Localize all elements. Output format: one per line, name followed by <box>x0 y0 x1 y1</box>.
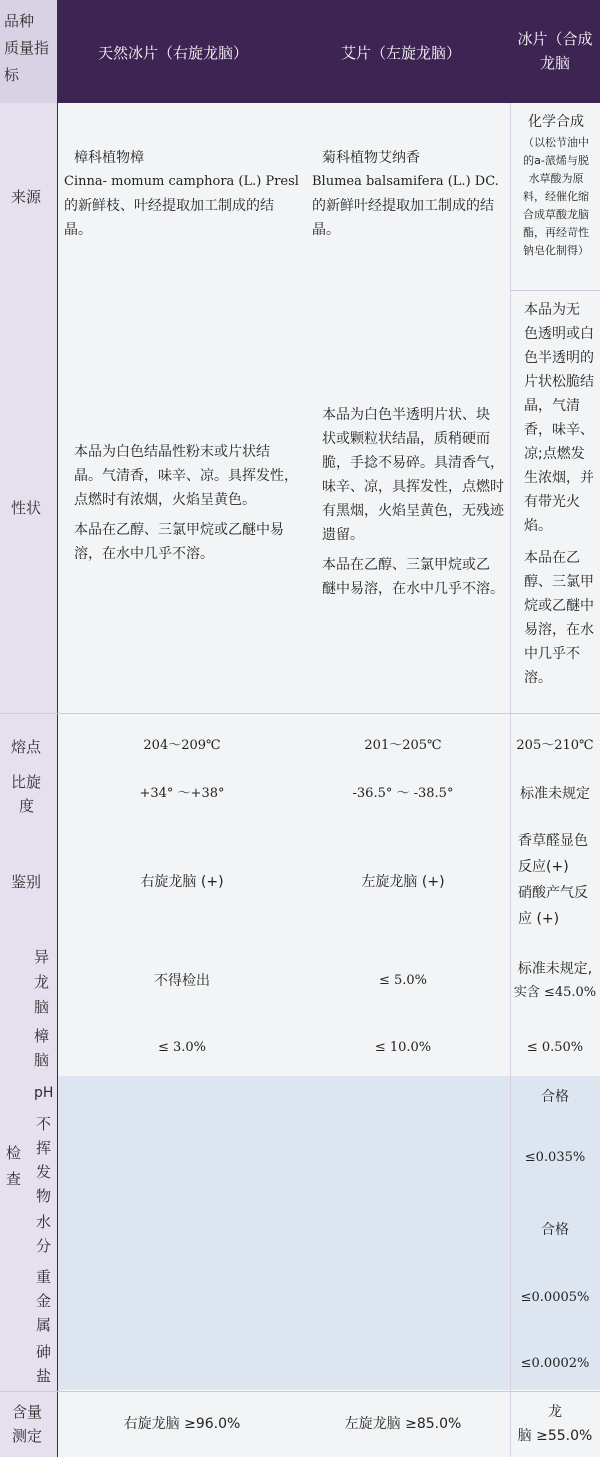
label-line: 盐 <box>36 1367 52 1385</box>
label-source: 来源 <box>11 188 42 206</box>
text-line: 溶。 <box>524 670 552 686</box>
assay-ai-pian: 左旋龙脑 ≥85.0% <box>344 1416 462 1432</box>
text-line: 片状松脆结 <box>524 374 594 390</box>
text-line: 脆，手捻不易碎。具清香气， <box>322 455 504 471</box>
text-line: 色透明或白 <box>524 326 594 342</box>
camphor-ai-pian: ≤ 10.0% <box>374 1040 432 1055</box>
text-line: 易溶，在水 <box>524 622 594 638</box>
label-line: 检 <box>6 1144 22 1162</box>
text-line: 生浓烟，并 <box>524 470 594 486</box>
label-line: 砷 <box>36 1343 52 1361</box>
paragraph <box>64 518 314 566</box>
isoborneol-natural: 不得检出 <box>154 973 210 989</box>
text-line: 钠皂化制得） <box>523 244 589 257</box>
text-line: 溶，在水中几乎不溶。 <box>74 546 214 562</box>
source-synthetic-detail <box>512 134 600 260</box>
text-line: 本品在乙 <box>524 550 580 566</box>
text-line: 龙 <box>548 1404 562 1420</box>
label-line: 属 <box>36 1316 52 1334</box>
melting-ai-pian: 201～205℃ <box>364 738 442 753</box>
text-line: 状或颗粒状结晶，质稍硬而 <box>322 431 490 447</box>
corner-line: 品种 <box>4 12 35 30</box>
label-line: 发 <box>36 1163 52 1181</box>
text-line: 焰。 <box>524 518 552 534</box>
label-line: 挥 <box>36 1139 52 1157</box>
corner-line: 质量指 <box>4 39 50 57</box>
label-line: 分 <box>36 1237 52 1255</box>
text-line: 遗留。 <box>322 527 364 543</box>
text-line: 硝酸产气反 <box>518 885 588 901</box>
label-arsenic <box>36 1340 51 1388</box>
label-line: 比旋 <box>11 773 42 791</box>
text-line: 化学合成 <box>528 114 584 130</box>
text-line: 本品为无 <box>524 302 580 318</box>
text-line: 本品在乙醇、三氯甲烷或乙 <box>322 557 490 573</box>
label-optical-rotation <box>11 770 41 818</box>
text-line: 本品在乙醇、三氯甲烷或乙醚中易 <box>74 522 284 538</box>
label-line: 度 <box>19 797 35 815</box>
header-ai-pian: 艾片（左旋龙脑） <box>341 44 462 62</box>
text-line: 标准未规定, <box>517 961 593 977</box>
assay-natural: 右旋龙脑 ≥96.0% <box>123 1416 241 1432</box>
label-heavy-metal <box>36 1265 51 1337</box>
source-synthetic <box>512 110 600 260</box>
text-line: 香草醛显色 <box>518 833 588 849</box>
text-line: 晶。 <box>312 222 340 238</box>
text-line: 有黑烟，火焰呈黄色，无残迹 <box>322 503 504 519</box>
ph-value: 合格 <box>541 1089 569 1105</box>
label-camphor <box>34 1024 49 1072</box>
text-line: （以松节油中 <box>523 136 589 149</box>
heavy-metal-value: ≤0.0005% <box>520 1290 590 1305</box>
character-synthetic <box>516 298 600 690</box>
header-natural-borneol: 天然冰片（右旋龙脑） <box>98 44 249 62</box>
header-corner-label <box>4 8 49 89</box>
label-line: 脑 <box>34 1051 50 1069</box>
text-line: 晶，气清 <box>524 398 580 414</box>
text-line: 点燃时有浓烟，火焰呈黄色。 <box>74 492 256 508</box>
label-ph: pH <box>34 1085 54 1101</box>
melting-natural: 204～209℃ <box>143 738 221 753</box>
text-line: 醇、三氯甲 <box>524 574 594 590</box>
text-line: 有带光火 <box>524 494 580 510</box>
text-line: 晶。 <box>64 222 92 238</box>
text-line: 香，味辛、 <box>524 422 594 438</box>
label-line: 物 <box>36 1187 52 1205</box>
character-ai-pian <box>312 403 508 601</box>
label-melting-point: 熔点 <box>11 738 42 756</box>
isoborneol-synthetic <box>510 957 600 1005</box>
text-line: 晶。气清香，味辛、凉。具挥发性， <box>74 468 298 484</box>
paragraph <box>312 553 508 601</box>
identify-synthetic <box>518 828 600 932</box>
text-line: 水草酸为原 <box>528 172 584 185</box>
label-character: 性状 <box>11 499 42 517</box>
non-volatile-value: ≤0.035% <box>524 1150 586 1165</box>
text-line: 合成草酸龙脑 <box>523 208 589 221</box>
source-natural <box>64 146 314 242</box>
paragraph <box>516 298 600 538</box>
text-line: 樟科植物樟 <box>74 150 144 166</box>
water-value: 合格 <box>541 1222 569 1238</box>
label-check <box>6 1140 21 1192</box>
text-line: 实含 ≤45.0% <box>513 985 597 1000</box>
text-line: 色半透明的 <box>524 350 594 366</box>
source-ai-pian <box>312 146 508 242</box>
paragraph <box>312 403 508 547</box>
text-line: 本品为白色结晶性粉末或片状结 <box>74 444 270 460</box>
column-divider <box>510 103 511 1457</box>
text-line: 的a-蒎烯与脱 <box>523 154 589 167</box>
text-line: 本品为白色半透明片状、块 <box>322 407 490 423</box>
label-water <box>36 1210 51 1258</box>
label-line: 不 <box>36 1115 52 1133</box>
identify-natural: 右旋龙脑 (+) <box>140 874 224 890</box>
rotation-ai-pian: -36.5° ～ -38.5° <box>352 786 454 801</box>
row-divider <box>0 713 600 714</box>
paragraph <box>64 440 314 512</box>
text-line: 烷或乙醚中 <box>524 598 594 614</box>
label-line: 异 <box>34 948 50 966</box>
text-line: Cinna- momum camphora (L.) Presl <box>64 174 299 189</box>
header-line: 龙脑 <box>539 54 570 72</box>
label-line: 龙 <box>34 973 50 991</box>
arsenic-value: ≤0.0002% <box>520 1356 590 1371</box>
label-non-volatile <box>36 1112 51 1208</box>
label-line: 樟 <box>34 1027 50 1045</box>
label-line: 脑 <box>34 998 50 1016</box>
paragraph <box>516 546 600 690</box>
isoborneol-ai-pian: ≤ 5.0% <box>378 973 428 988</box>
label-line: 测定 <box>12 1427 43 1445</box>
header-synthetic-borneol <box>508 27 600 75</box>
text-line: 脑 ≥55.0% <box>517 1428 593 1444</box>
column-divider <box>57 0 58 1457</box>
row-divider <box>0 1391 600 1392</box>
label-line: 金 <box>36 1292 52 1310</box>
character-natural <box>64 440 314 566</box>
text-line: 反应(+) <box>518 859 569 875</box>
label-isoborneol <box>34 945 49 1020</box>
identify-ai-pian: 左旋龙脑 (+) <box>361 874 445 890</box>
text-line: 的新鲜叶经提取加工制成的结 <box>312 198 494 214</box>
text-line: Blumea balsamifera (L.) DC. <box>312 174 499 189</box>
text-line: 醚中易溶，在水中几乎不溶。 <box>322 581 504 597</box>
text-line: 料，经催化缩 <box>523 190 589 203</box>
label-line: 重 <box>36 1268 52 1286</box>
text-line: 中几乎不 <box>524 646 580 662</box>
text-line: 的新鲜枝、叶经提取加工制成的结 <box>64 198 274 214</box>
text-line: 酯，再经苛性 <box>523 226 589 239</box>
header-line: 冰片（合成 <box>517 30 593 48</box>
rotation-synthetic: 标准未规定 <box>520 786 590 802</box>
text-line: 应 (+) <box>518 911 560 927</box>
corner-line: 标 <box>4 66 20 84</box>
label-line: 水 <box>36 1213 52 1231</box>
label-identification: 鉴别 <box>11 873 42 891</box>
melting-synthetic: 205～210℃ <box>516 738 594 753</box>
text-line: 凉;点燃发 <box>524 446 585 462</box>
rotation-natural: +34° ～+38° <box>139 786 225 801</box>
text-line: 味辛、凉，具挥发性，点燃时 <box>322 479 504 495</box>
label-assay <box>12 1400 42 1448</box>
label-line: 含量 <box>12 1403 43 1421</box>
assay-synthetic <box>510 1400 600 1448</box>
label-line: 查 <box>6 1170 22 1188</box>
text-line: 菊科植物艾纳香 <box>322 150 420 166</box>
row-divider <box>510 290 600 291</box>
camphor-synthetic: ≤ 0.50% <box>526 1040 584 1055</box>
camphor-natural: ≤ 3.0% <box>157 1040 207 1055</box>
